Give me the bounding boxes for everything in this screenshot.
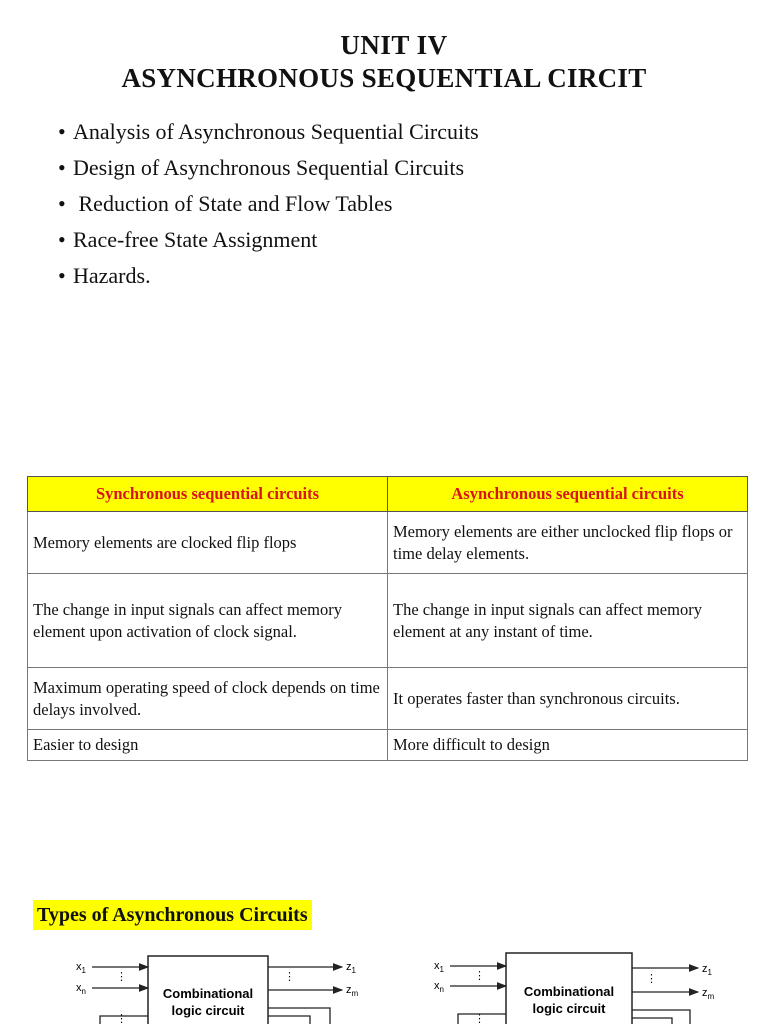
bullet-icon: • bbox=[58, 263, 66, 288]
column-header-synchronous: Synchronous sequential circuits bbox=[28, 477, 388, 512]
circuit-diagram-svg bbox=[70, 950, 390, 1024]
topic-list bbox=[58, 116, 479, 296]
unit-title: UNIT IV bbox=[340, 30, 448, 60]
table-cell: Memory elements are either unclocked flip flops or time delay elements. bbox=[388, 512, 748, 574]
list-item: • Design of Asynchronous Sequential Circuits bbox=[58, 152, 479, 188]
input-x1-label: $x_1$ bbox=[434, 960, 444, 974]
output-zm-label: $z_m$ bbox=[346, 984, 359, 998]
circuit-diagram-svg bbox=[428, 950, 748, 1024]
feedback-dots: ⋮ bbox=[474, 1013, 485, 1024]
output-dots: ⋮ bbox=[284, 971, 295, 983]
input-xn-label: $x_n$ bbox=[434, 980, 444, 994]
block-label-line1: Combinational bbox=[523, 984, 615, 999]
table-cell: The change in input signals can affect memory element at any instant of time. bbox=[388, 574, 748, 668]
bullet-icon: • bbox=[58, 155, 66, 180]
section-heading: Types of Asynchronous Circuits bbox=[33, 900, 312, 930]
table-cell: Maximum operating speed of clock depends on time delays involved. bbox=[28, 668, 388, 730]
column-header-asynchronous: Asynchronous sequential circuits bbox=[388, 477, 748, 512]
table-row bbox=[28, 668, 748, 730]
circuit-diagram-2 bbox=[428, 950, 748, 1024]
output-z1-label: $z_1$ bbox=[346, 961, 356, 975]
page-title: ASYNCHRONOUS SEQUENTIAL CIRCIT bbox=[121, 63, 647, 93]
input-dots: ⋮ bbox=[116, 971, 127, 983]
input-xn-label: $x_n$ bbox=[76, 982, 86, 996]
table-cell: It operates faster than synchronous circuits. bbox=[388, 668, 748, 730]
input-dots: ⋮ bbox=[474, 970, 485, 982]
table-cell: Memory elements are clocked flip flops bbox=[28, 512, 388, 574]
list-item: • Reduction of State and Flow Tables bbox=[58, 188, 479, 224]
bullet-icon: • bbox=[58, 227, 66, 252]
table-cell: The change in input signals can affect memory element upon activation of clock signal. bbox=[28, 574, 388, 668]
block-label-line2: logic circuit bbox=[171, 1003, 245, 1018]
list-item: • Race-free State Assignment bbox=[58, 224, 479, 260]
circuit-diagram-1 bbox=[70, 950, 390, 1024]
table-header-row bbox=[28, 477, 748, 512]
comparison-table bbox=[27, 476, 748, 761]
output-dots: ⋮ bbox=[646, 973, 657, 985]
output-z1-label: $z_1$ bbox=[702, 963, 712, 977]
list-item: • Analysis of Asynchronous Sequential Circuits bbox=[58, 116, 479, 152]
output-zm-label: $z_m$ bbox=[702, 987, 715, 1001]
table-row bbox=[28, 574, 748, 668]
block-label-line1: Combinational bbox=[162, 986, 254, 1001]
list-item: • Hazards. bbox=[58, 260, 479, 296]
block-label-line2: logic circuit bbox=[532, 1001, 606, 1016]
bullet-icon: • bbox=[58, 191, 66, 216]
table-row bbox=[28, 730, 748, 761]
bullet-icon: • bbox=[58, 119, 66, 144]
feedback-dots: ⋮ bbox=[116, 1013, 127, 1024]
table-row bbox=[28, 512, 748, 574]
table-cell: More difficult to design bbox=[388, 730, 748, 761]
input-x1-label: $x_1$ bbox=[76, 961, 86, 975]
table-cell: Easier to design bbox=[28, 730, 388, 761]
